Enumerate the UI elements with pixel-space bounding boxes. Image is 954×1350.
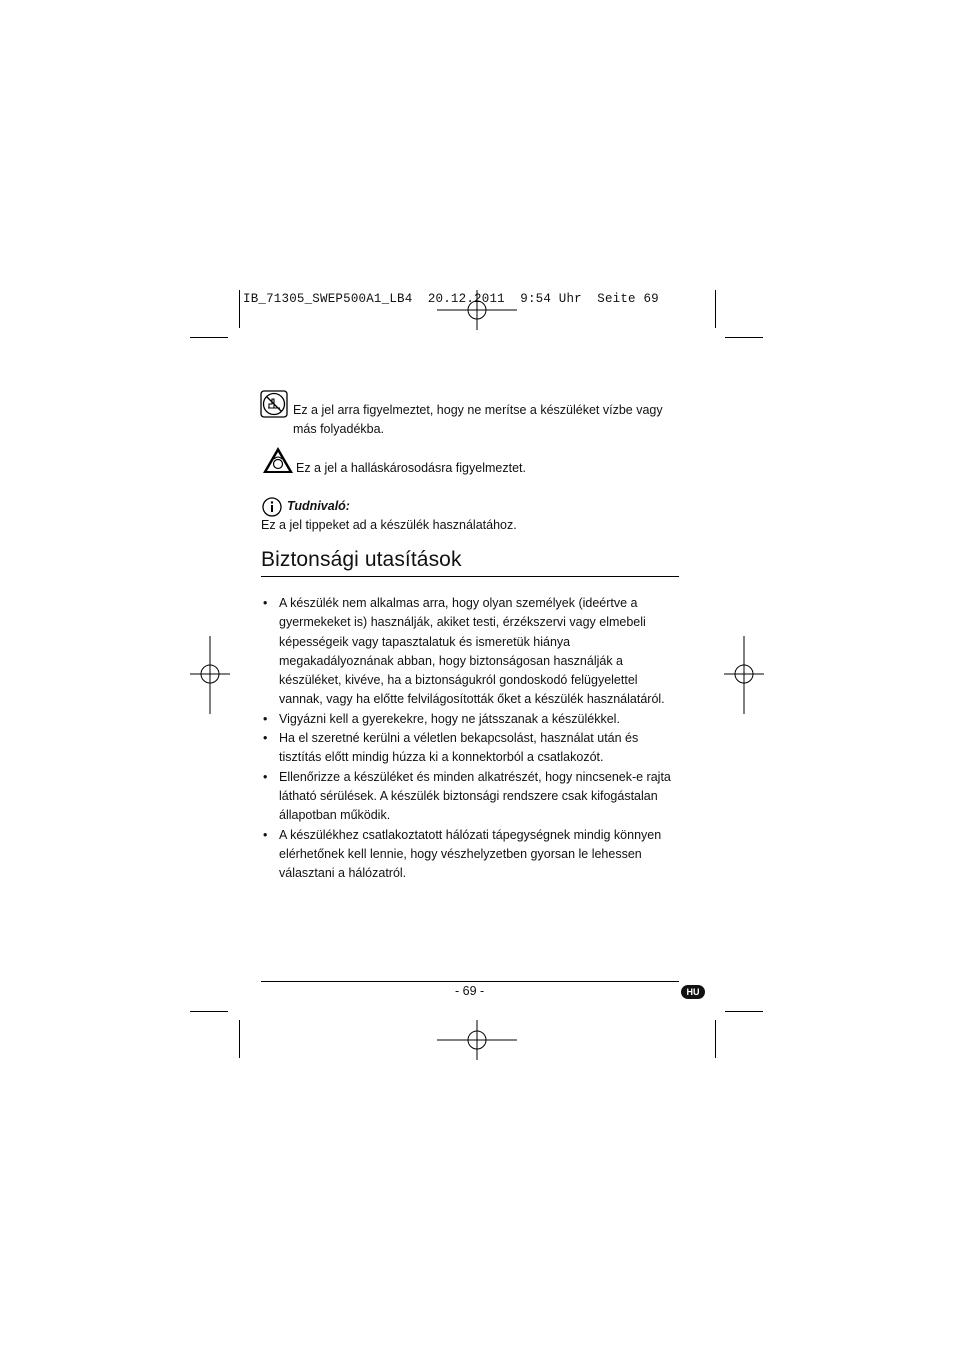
list-item: • Ellenőrizze a készüléket és minden alkatrészét, hogy nincsenek-e rajta látható sérülések. A készülék biztonsági rendszere csak kifogástalan állapotban működik. bbox=[263, 769, 671, 823]
section-heading: Biztonsági utasítások bbox=[261, 548, 462, 571]
language-badge: HU bbox=[681, 985, 705, 999]
crop-mark bbox=[239, 1020, 240, 1058]
info-text: Ez a jel tippeket ad a készülék használatához. bbox=[261, 518, 517, 532]
info-title: Tudnivaló: bbox=[287, 499, 350, 513]
crop-mark bbox=[715, 290, 716, 328]
footer-rule bbox=[261, 981, 679, 982]
registration-mark bbox=[437, 1020, 517, 1060]
crop-mark bbox=[190, 337, 228, 338]
crop-mark bbox=[725, 337, 763, 338]
list-item: • A készülékhez csatlakoztatott hálózati tápegységnek mindig könnyen elérhetőnek kell lennie, hogy vészhelyzetben gyorsan le lehessen választani a hálózatról. bbox=[263, 827, 662, 881]
safety-instructions-list bbox=[261, 594, 681, 883]
no-water-immersion-icon bbox=[260, 390, 288, 418]
crop-mark bbox=[190, 1011, 228, 1012]
crop-mark bbox=[239, 290, 240, 328]
print-slug: IB_71305_SWEP500A1_LB4 20.12.2011 9:54 Uhr Seite 69 bbox=[243, 292, 659, 306]
page-number: - 69 - bbox=[455, 984, 485, 998]
info-icon bbox=[262, 497, 282, 517]
list-item: • Ha el szeretné kerülni a véletlen bekapcsolást, használat után és tisztítás előtt mindig húzza ki a konnektorból a csatlakozót. bbox=[263, 731, 639, 765]
heading-rule bbox=[261, 576, 679, 577]
list-item: • A készülék nem alkalmas arra, hogy olyan személyek (ideértve a gyermekeket is) használják, akiket testi, érzékszervi vagy elmebeli képességeik vagy tapasztalatuk és ismeretük hiánya megakadályoznának abban, hogy biztonságosan használják a készüléket, kivéve, ha a biztonságukról gondoskodó felügyelettel vannak, vagy ha előtte felvilágosították őket a készülék használatáról. bbox=[263, 596, 665, 707]
crop-mark bbox=[725, 1011, 763, 1012]
registration-mark bbox=[437, 290, 517, 330]
note-text: Ez a jel a halláskárosodásra figyelmeztet. bbox=[296, 461, 526, 475]
hearing-damage-warning-icon bbox=[262, 446, 294, 474]
registration-mark bbox=[724, 636, 764, 714]
list-item: • Vigyázni kell a gyerekekre, hogy ne játsszanak a készülékkel. bbox=[263, 711, 620, 726]
registration-mark bbox=[190, 636, 230, 714]
note-text: Ez a jel arra figyelmeztet, hogy ne merítse a készüléket vízbe vagy bbox=[293, 403, 663, 417]
crop-mark bbox=[715, 1020, 716, 1058]
note-text: más folyadékba. bbox=[293, 422, 385, 437]
